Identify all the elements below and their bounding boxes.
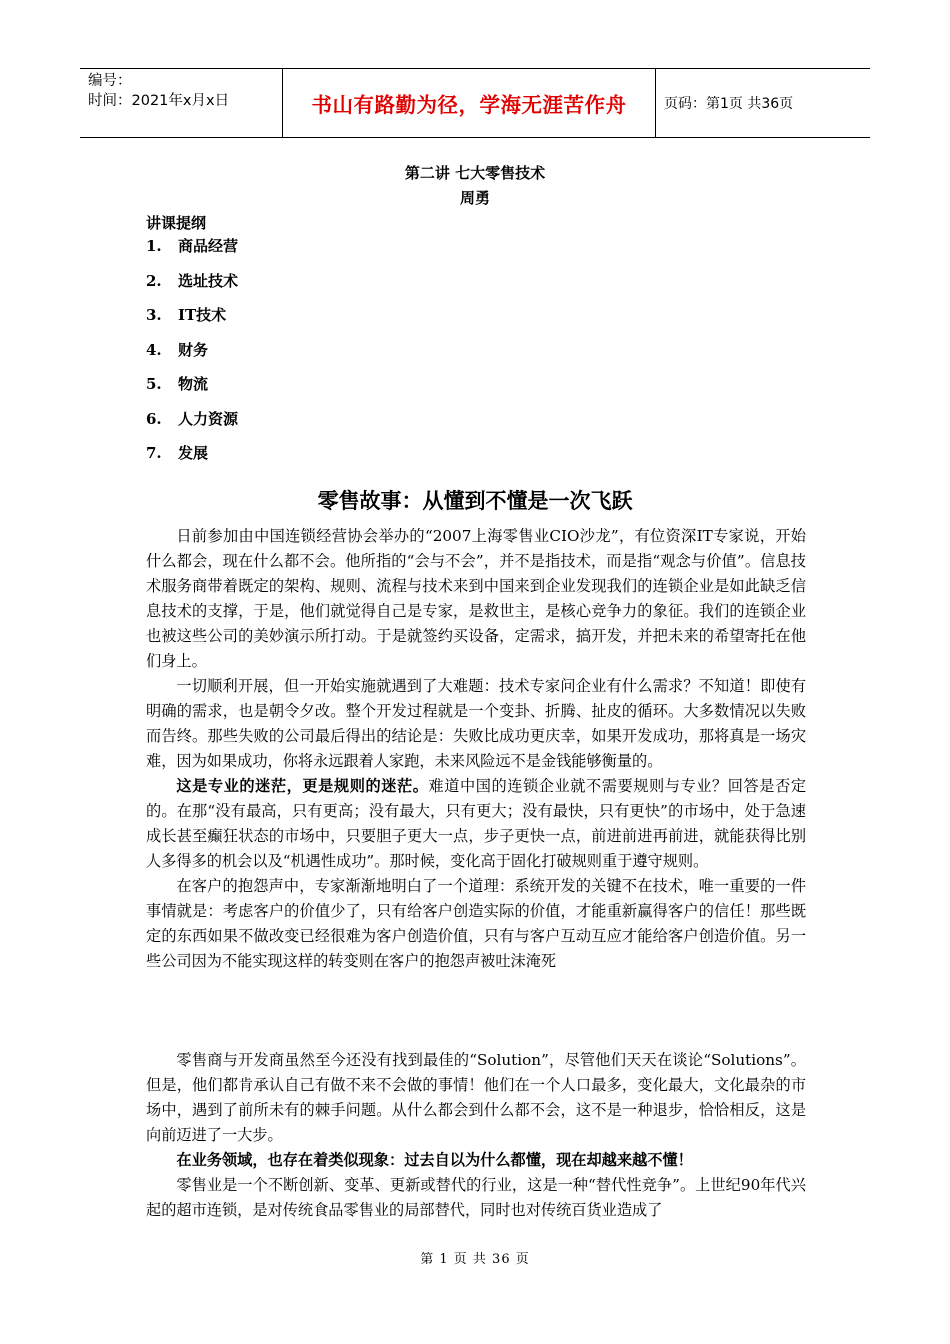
paragraph-4: 在客户的抱怨声中，专家渐渐地明白了一个道理：系统开发的关键不在技术，唯一重要的一件事情就是：考虑客户的价值少了，只有给客户创造实际的价值，才能重新赢得客户的信任！那些既定的东西如果不做改变已经很难为客户创造价值，只有与客户互动互应才能给客户创造价值。另一些公司因为不能实现这样的转变则在客户的抱怨声被吐沫淹死 [146, 877, 806, 970]
header-page-info: 页码：第1页 共36页 [664, 96, 794, 112]
paragraph-3 [146, 774, 806, 874]
header-meta [88, 71, 278, 111]
outline-item: 2. 选址技术 [146, 271, 239, 290]
outline-item: 4. 财务 [146, 340, 209, 359]
outline-item: 6. 人力资源 [146, 409, 239, 428]
outline-list [146, 235, 238, 477]
paragraph-3-rest: 难道中国的连锁企业就不需要规则与专业？回答是否定的。在那“没有最高，只有更高；没有最大，只有更大；没有最快，只有更快”的市场中，处于急速成长甚至癫狂状态的市场中，只要胆子更大一点，步子更快一点，前进前进再前进，就能获得比别人多得多的机会以及“机遇性成功”。那时候，变化高于固化打破规则重于遵守规则。 [146, 777, 807, 870]
number-label: 编号： [88, 73, 132, 89]
outline-heading: 讲课提纲 [146, 214, 207, 232]
story-body-part1 [146, 524, 806, 974]
outline-item: 3. IT技术 [146, 306, 227, 324]
paragraph-7: 零售业是一个不断创新、变革、更新或替代的行业，这是一种“替代性竞争”。上世纪90年代兴起的超市连锁，是对传统食品零售业的局部替代，同时也对传统百货业造成了 [146, 1176, 806, 1219]
paragraph-6: 在业务领域，也存在着类似现象：过去自以为什么都懂，现在却越来越不懂！ [176, 1151, 693, 1169]
story-title: 零售故事：从懂到不懂是一次飞跃 [317, 489, 633, 513]
outline-item: 7. 发展 [146, 444, 209, 462]
paragraph-2: 一切顺利开展，但一开始实施就遇到了大难题：技术专家问企业有什么需求？不知道！即使有明确的需求，也是朝令夕改。整个开发过程就是一个变卦、折腾、扯皮的循环。大多数情况以失败而告终。那些失败的公司最后得出的结论是：失败比成功更庆幸，如果开发成功，那将真是一场灾难，因为如果成功，你将永远跟着人家跑，未来风险远不是金钱能够衡量的。 [146, 677, 806, 770]
header-motto: 书山有路勤为径，学海无涯苦作舟 [282, 68, 656, 138]
story-body-part2 [146, 1048, 806, 1223]
page-footer: 第 1 页 共 36 页 [420, 1252, 530, 1267]
time-label: 时间：2021年x月x日 [88, 93, 230, 109]
author-name: 周勇 [459, 189, 490, 207]
outline-item: 1. 商品经营 [146, 237, 239, 255]
outline-item: 5. 物流 [146, 375, 209, 393]
page-header [80, 68, 870, 138]
lecture-title: 第二讲 七大零售技术 [404, 164, 546, 182]
paragraph-3-lead: 这是专业的迷茫，更是规则的迷茫。 [176, 777, 429, 795]
paragraph-1: 日前参加由中国连锁经营协会举办的“2007上海零售业CIO沙龙”，有位资深IT专家说，开始什么都会，现在什么都不会。他所指的“会与不会”，并不是指技术，而是指“观念与价值”。信息技术服务商带着既定的架构、规则、流程与技术来到中国来到企业发现我们的连锁企业是如此缺乏信息技术的支撑，于是，他们就觉得自己是专家，是救世主，是核心竞争力的象征。我们的连锁企业也被这些公司的美妙演示所打动。于是就签约买设备，定需求，搞开发，并把未来的希望寄托在他们身上。 [146, 527, 806, 670]
paragraph-5: 零售商与开发商虽然至今还没有找到最佳的“Solution”，尽管他们天天在谈论“Solutions”。但是，他们都肯承认自己有做不来不会做的事情！他们在一个人口最多，变化最大，文化最杂的市场中，遇到了前所未有的棘手问题。从什么都会到什么都不会，这不是一种退步，恰恰相反，这是向前迈进了一大步。 [146, 1051, 806, 1144]
